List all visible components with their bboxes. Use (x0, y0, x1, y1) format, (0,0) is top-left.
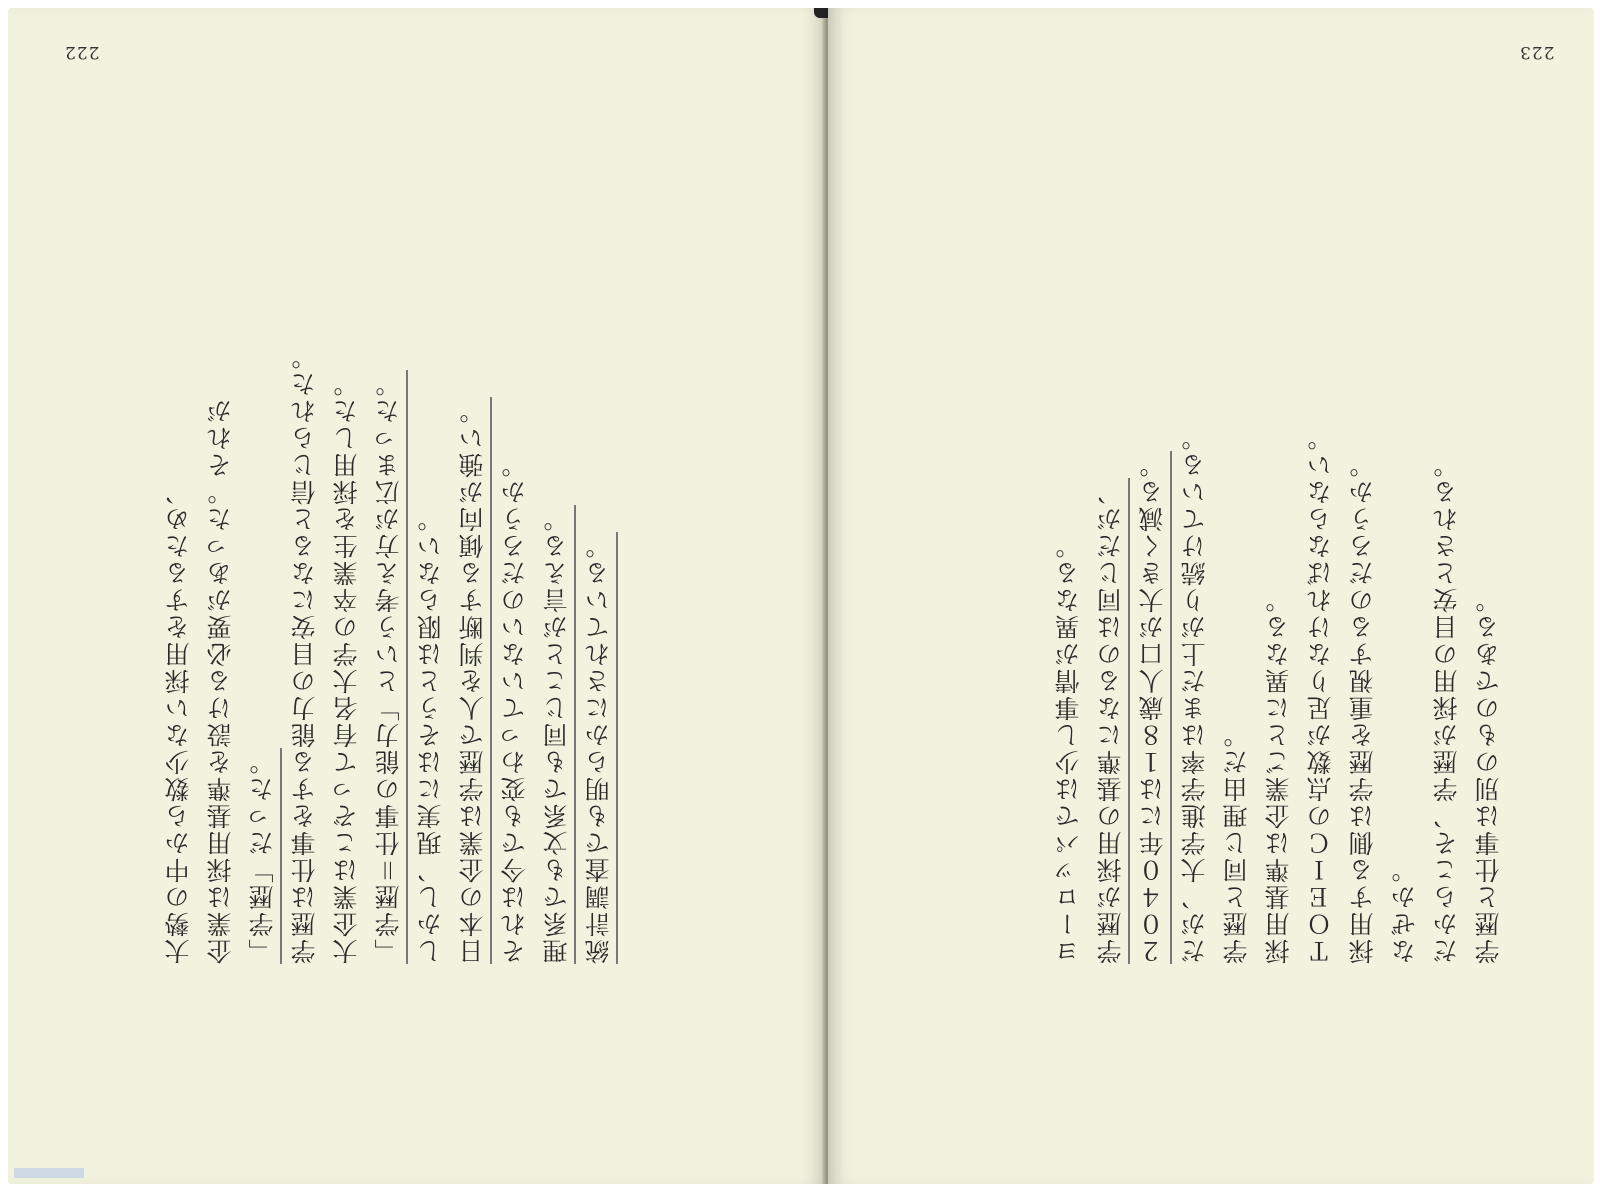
right-page (828, 8, 1594, 1184)
text-column: それは今でも変わっていないのだろうか。 (500, 451, 529, 964)
text-column: 採用する側は学歴を重視するのだろうか。 (1348, 451, 1377, 964)
text-column: 企業は採用基準を設ける必要があった。それが (206, 397, 235, 964)
text-column: 大企業はこぞって有名大学の卒業生を採用した。 (332, 370, 361, 964)
text-column: 日本の企業は学歴で人を判断する傾向が強い。 (458, 397, 487, 964)
right-page-text (1048, 178, 1503, 964)
book-spread (8, 8, 1594, 1194)
text-column: 学歴が採用の基準になるのは同じだが、 (1096, 478, 1125, 964)
text-column: だが、大学進学率はまだ上がり続けている。 (1180, 424, 1209, 964)
page-number-left: 222 (64, 42, 100, 62)
text-column: 理系でも文系でも同じことが言える。 (542, 505, 571, 964)
text-column: ２０４０年には１８歳人口が大きく減る。 (1138, 451, 1167, 964)
page-number-right: 223 (1518, 42, 1554, 62)
text-column: 「学歴＝仕事の能力」という考え方が広まった。 (374, 369, 403, 964)
text-column: しかし、現実にはそうとは限らない。 (416, 505, 445, 964)
text-column: 大勢の中から数少ない採用をするため、 (164, 478, 193, 964)
text-column: 統計調査でも明らかにされている。 (584, 532, 613, 964)
left-page (8, 8, 826, 1184)
text-column: 「学歴」だった。 (248, 748, 277, 964)
text-column: ＴＯＥＩＣの点数が足りなければならない。 (1306, 424, 1335, 964)
text-column: なぜか。 (1390, 856, 1419, 964)
text-column: だからこそ、学歴が採用の目安とされる。 (1432, 451, 1461, 964)
text-column: 学歴は仕事をする能力の目安になると信じられた。 (290, 343, 319, 964)
text-column: 学歴と同じ理由だ。 (1222, 721, 1251, 964)
left-page-text (158, 178, 706, 964)
text-column: ヨーロッパでは少し事情が異なる。 (1054, 532, 1083, 964)
text-column: 学歴と仕事は別のものである。 (1474, 586, 1503, 964)
text-column: 採用基準は企業ごとに異なる。 (1264, 586, 1293, 964)
corner-tab (14, 1168, 84, 1178)
